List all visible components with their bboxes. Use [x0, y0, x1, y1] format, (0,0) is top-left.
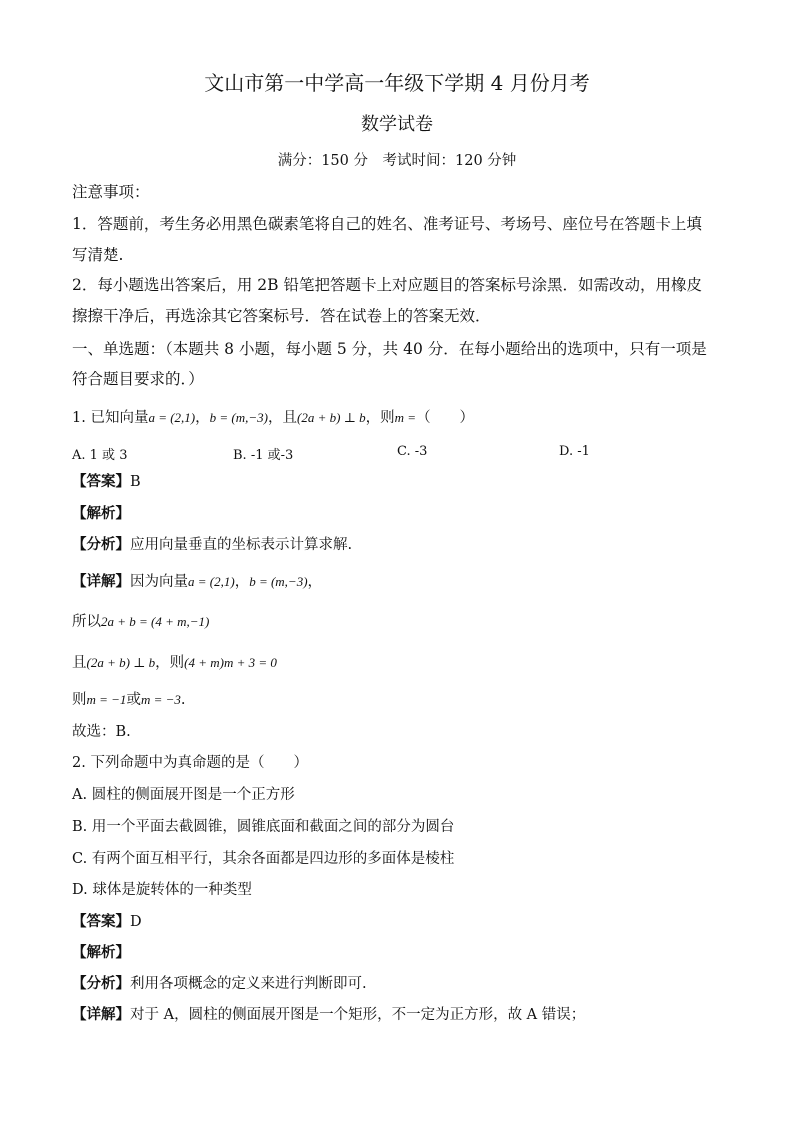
detail-end: ，	[307, 574, 323, 590]
notice-item-1-line-1: 1．答题前，考生务必用黑色碳素笔将自己的姓名、准考证号、考场号、座位号在答题卡上填	[72, 215, 702, 233]
line-3-mid: ，则	[155, 655, 185, 671]
notice-item-1-line-2: 写清楚.	[72, 246, 124, 264]
notice-heading: 注意事项：	[72, 183, 150, 201]
answer-tag: 【答案】	[72, 913, 130, 930]
connector-text: ，且	[267, 410, 297, 426]
line-3-condition: (2a + b) ⊥ b	[86, 655, 156, 670]
answer-paren: （ ）	[416, 410, 475, 426]
notice-item-2-line-1: 2．每小题选出答案后，用 2B 铅笔把答题卡上对应题目的答案标号涂黑．如需改动，用橡皮	[72, 276, 702, 294]
line-3-prefix: 且	[72, 655, 87, 671]
q2-answer	[72, 912, 142, 932]
question-2-stem: 2. 下列命题中为真命题的是（ ）	[72, 755, 308, 771]
q2-analysis-tag: 【解析】	[72, 944, 130, 961]
q1-detail-line-4	[72, 690, 185, 710]
page-title: 文山市第一中学高一年级下学期 4 月份月考	[204, 71, 590, 95]
exam-meta: 满分：150 分 考试时间：120 分钟	[277, 153, 517, 169]
fenxi-tag: 【分析】	[72, 975, 130, 992]
fenxi-tag: 【分析】	[72, 536, 130, 553]
q1-choice: 故选：B.	[72, 724, 131, 740]
solution-2: m = −3	[140, 692, 181, 707]
line-2-expression: 2a + b = (4 + m,−1)	[101, 614, 210, 629]
q1-answer	[72, 472, 141, 492]
solution-1: m = −1	[86, 692, 127, 707]
section-heading-line-2: 符合题目要求的．）	[72, 370, 204, 388]
detail-text: 对于 A，圆柱的侧面展开图是一个矩形，不一定为正方形，故 A 错误；	[130, 1007, 586, 1023]
q2-detail	[72, 1005, 585, 1025]
detail-vector-a: a = (2,1)	[188, 574, 235, 589]
detail-tag: 【详解】	[72, 1006, 130, 1023]
q1-option-d: D. -1	[559, 444, 590, 459]
answer-value: B	[130, 474, 141, 490]
answer-tag: 【答案】	[72, 473, 130, 490]
detail-vector-b: b = (m,−3)	[249, 574, 308, 589]
q1-option-b: B. -1 或-3	[233, 448, 294, 463]
notice-item-2-line-2: 擦擦干净后，再选涂其它答案标号．答在试卷上的答案无效．	[72, 307, 491, 325]
line-3-equation: (4 + m)m + 3 = 0	[184, 655, 277, 670]
q1-option-a: A. 1 或 3	[72, 448, 128, 463]
q1-fenxi	[72, 535, 352, 555]
q2-option-a: A. 圆柱的侧面展开图是一个正方形	[72, 787, 295, 803]
q1-detail-line-3	[72, 653, 277, 673]
q1-detail-line-1	[72, 572, 322, 592]
line-2-prefix: 所以	[72, 614, 101, 630]
page-subtitle: 数学试卷	[361, 114, 433, 135]
detail-prefix: 因为向量	[130, 574, 188, 590]
answer-value: D	[130, 914, 142, 930]
separator: ，	[195, 410, 210, 426]
question-1-stem	[72, 408, 474, 428]
fenxi-text: 利用各项概念的定义来进行判断即可.	[130, 976, 367, 992]
q2-option-b: B. 用一个平面去截圆锥，圆锥底面和截面之间的部分为圆台	[72, 819, 455, 835]
line-4-prefix: 则	[72, 692, 87, 708]
detail-separator: ，	[234, 574, 250, 590]
line-4-end: .	[180, 692, 186, 708]
q1-option-c: C. -3	[397, 444, 428, 459]
vector-b-expression: b = (m,−3)	[209, 410, 268, 425]
m-equals: m =	[394, 410, 417, 425]
fenxi-text: 应用向量垂直的坐标表示计算求解.	[130, 537, 353, 553]
section-heading-line-1: 一、单选题：（本题共 8 小题，每小题 5 分，共 40 分．在每小题给出的选项中，只有一项是	[72, 340, 707, 358]
q2-option-c: C. 有两个面互相平行，其余各面都是四边形的多面体是棱柱	[72, 851, 455, 867]
q1-analysis-tag: 【解析】	[72, 505, 130, 522]
perpendicular-condition: (2a + b) ⊥ b	[296, 410, 366, 425]
vector-a-expression: a = (2,1)	[148, 410, 196, 425]
question-1-prefix: 1. 已知向量	[72, 410, 149, 426]
q2-option-d: D. 球体是旋转体的一种类型	[72, 882, 252, 898]
q1-detail-line-2	[72, 612, 209, 632]
then-text: ，则	[365, 410, 395, 426]
or-text: 或	[126, 692, 141, 708]
detail-tag: 【详解】	[72, 573, 130, 590]
q2-fenxi	[72, 974, 367, 994]
